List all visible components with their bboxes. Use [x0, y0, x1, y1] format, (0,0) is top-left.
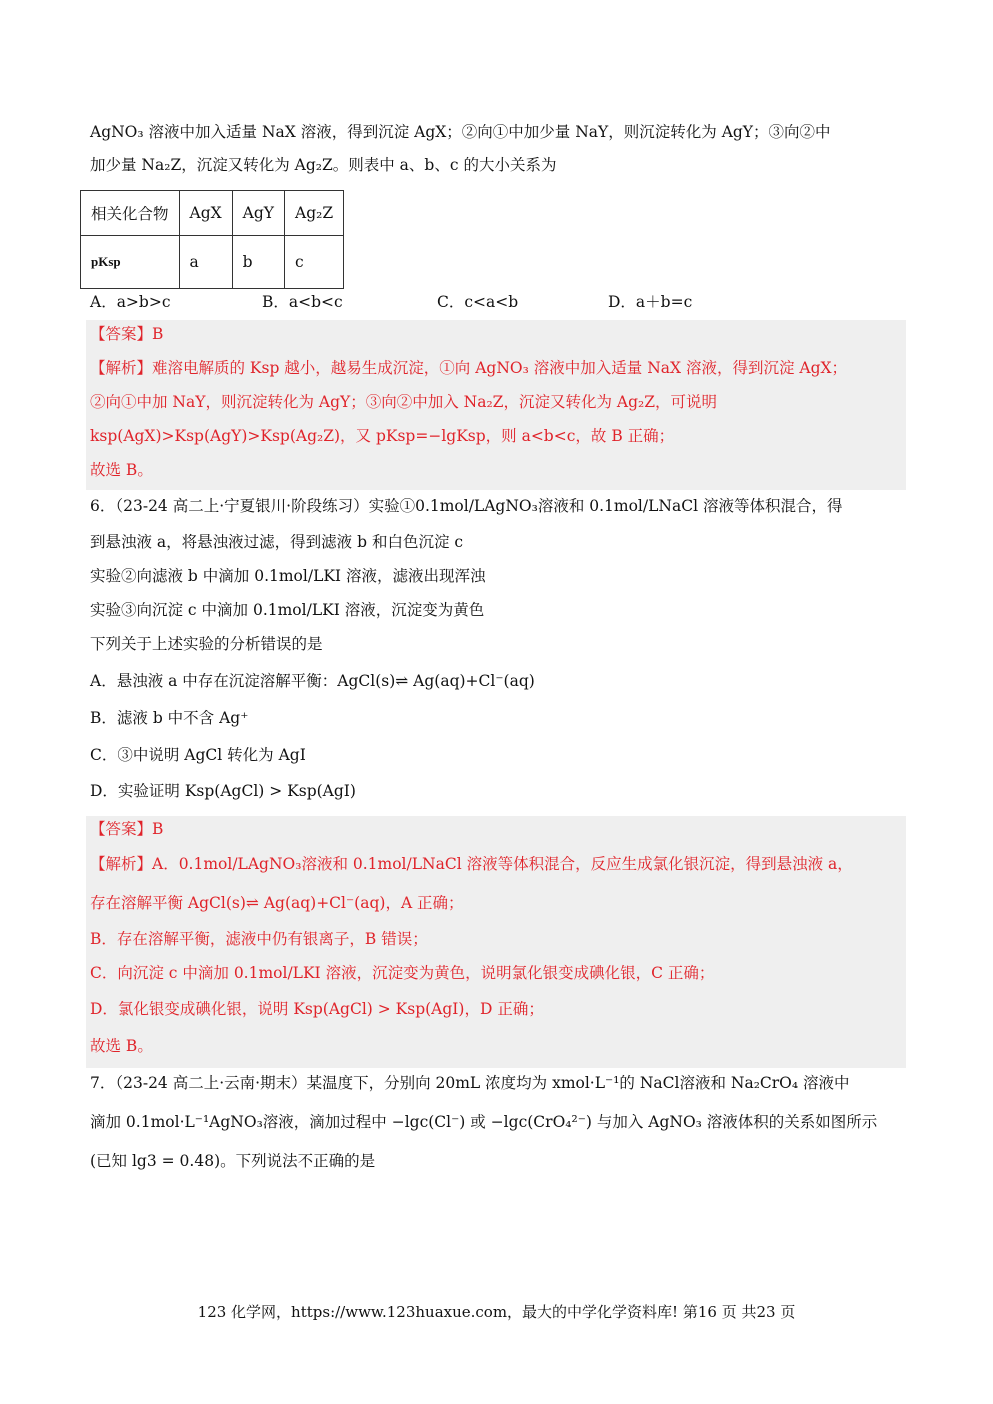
q6-analysis-5: D．氯化银变成碘化银，说明 Ksp(AgCl) > Ksp(AgI)，D 正确；	[90, 1000, 544, 1018]
q6-analysis-6: 故选 B。	[90, 1037, 153, 1055]
pksp-table	[80, 190, 344, 289]
q6-analysis-3: B．存在溶解平衡，滤液中仍有银离子，B 错误；	[90, 930, 428, 948]
q6-analysis-1: 【解析】A．0.1mol/LAgNO₃溶液和 0.1mol/LNaCl 溶液等体积混合，反应生成氯化银沉淀，得到悬浊液 a，	[90, 855, 853, 873]
page-footer: 123 化学网，https://www.123huaxue.com，最大的中学化学资料库! 第16 页 共23 页	[197, 1303, 796, 1321]
table-header-ag2z: Ag₂Z	[285, 191, 344, 236]
q6-option-d: D．实验证明 Ksp(AgCl) > Ksp(AgI)	[90, 782, 356, 800]
q7-stem-2: 滴加 0.1mol·L⁻¹AgNO₃溶液，滴加过程中 −lgc(Cl⁻) 或 −lgc(CrO₄²⁻) 与加入 AgNO₃ 溶液体积的关系如图所示	[90, 1113, 878, 1131]
q5-option-a: A．a>b>c	[90, 293, 171, 311]
q5-line-2: 加少量 Na₂Z，沉淀又转化为 Ag₂Z。则表中 a、b、c 的大小关系为	[90, 156, 557, 174]
q5-analysis-2: ②向①中加 NaY，则沉淀转化为 AgY；③向②中加入 Na₂Z，沉淀又转化为 Ag₂Z，可说明	[90, 393, 717, 411]
q5-line-1: AgNO₃ 溶液中加入适量 NaX 溶液，得到沉淀 AgX；②向①中加少量 NaY，则沉淀转化为 AgY；③向②中	[90, 123, 831, 141]
table-row-label: pKsp	[81, 236, 180, 289]
q5-option-b: B．a<b<c	[262, 293, 343, 311]
table-header-compound: 相关化合物	[81, 191, 180, 236]
table-header-agx: AgX	[179, 191, 232, 236]
q6-analysis-4: C．向沉淀 c 中滴加 0.1mol/LKI 溶液，沉淀变为黄色，说明氯化银变成碘化银，C 正确；	[90, 964, 715, 982]
q5-analysis-4: 故选 B。	[90, 461, 153, 479]
q6-stem-1: 6．（23-24 高二上·宁夏银川·阶段练习）实验①0.1mol/LAgNO₃溶液和 0.1mol/LNaCl 溶液等体积混合，得	[90, 497, 843, 515]
q6-stem-2: 到悬浊液 a，将悬浊液过滤，得到滤液 b 和白色沉淀 c	[90, 533, 464, 551]
q6-option-c: C．③中说明 AgCl 转化为 AgI	[90, 746, 306, 764]
q7-stem-1: 7．（23-24 高二上·云南·期末）某温度下，分别向 20mL 浓度均为 xmol·L⁻¹的 NaCl溶液和 Na₂CrO₄ 溶液中	[90, 1074, 850, 1092]
q6-answer: 【答案】B	[90, 820, 164, 838]
q6-analysis-2: 存在溶解平衡 AgCl(s)⇌ Ag(aq)+Cl⁻(aq)，A 正确；	[90, 894, 464, 912]
table-cell-a: a	[179, 236, 232, 289]
q6-stem-4: 实验③向沉淀 c 中滴加 0.1mol/LKI 溶液，沉淀变为黄色	[90, 601, 485, 619]
q6-stem-5: 下列关于上述实验的分析错误的是	[90, 635, 323, 653]
q6-stem-3: 实验②向滤液 b 中滴加 0.1mol/LKI 溶液，滤液出现浑浊	[90, 567, 486, 585]
q5-analysis-3: ksp(AgX)>Ksp(AgY)>Ksp(Ag₂Z)，又 pKsp=−lgKsp，则 a<b<c，故 B 正确；	[90, 427, 675, 445]
table-cell-b: b	[232, 236, 284, 289]
q6-option-b: B．滤液 b 中不含 Ag⁺	[90, 709, 249, 727]
q6-option-a: A．悬浊液 a 中存在沉淀溶解平衡：AgCl(s)⇌ Ag(aq)+Cl⁻(aq)	[90, 672, 535, 690]
table-cell-c: c	[285, 236, 344, 289]
q5-answer: 【答案】B	[90, 325, 164, 343]
table-header-agy: AgY	[232, 191, 284, 236]
q5-analysis-1: 【解析】难溶电解质的 Ksp 越小，越易生成沉淀，①向 AgNO₃ 溶液中加入适量 NaX 溶液，得到沉淀 AgX；	[90, 359, 848, 377]
q5-option-c: C．c<a<b	[437, 293, 519, 311]
q5-option-d: D．a＋b=c	[608, 293, 693, 311]
q7-stem-3: (已知 lg3 = 0.48)。下列说法不正确的是	[90, 1152, 376, 1170]
